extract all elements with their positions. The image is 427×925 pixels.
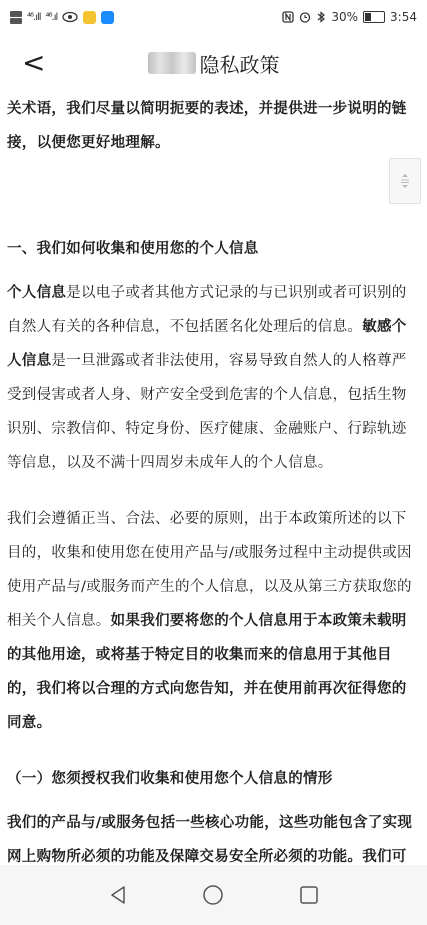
nav-home-button[interactable] (198, 880, 228, 910)
principles-text: 我们会遵循正当、合法、必要的原则，出于本政策所述的以下目的，收集和使用您在使用产品与/或服务过程中主动提供或因使用产品与/或服务而产生的个人信息，以及从第三方获取您的相关个人信息。 (7, 511, 412, 629)
eye-icon (62, 11, 78, 23)
sensitive-info-text: 是一旦泄露或者非法使用，容易导致自然人的人格尊严受到侵害或者人身、财产安全受到危害的个人信息，包括生物识别、宗教信仰、特定身份、医疗健康、金融账户、行踪轨迹等信息，以及不满十四周岁未成年人的个人信息。 (7, 353, 407, 471)
system-nav-bar (0, 865, 427, 925)
policy-content[interactable] (7, 92, 417, 865)
nav-back-button[interactable] (103, 880, 133, 910)
term-sensitive-info: 敏感个人信息 (7, 319, 407, 369)
clock: 3:54 (390, 10, 417, 24)
page-title: 隐私政策 (199, 52, 280, 77)
redacted-app-name (148, 52, 196, 74)
subsection-heading-authorization: （一）您须授权我们收集和使用您个人信息的情形 (7, 771, 333, 787)
nav-recents-button[interactable] (294, 880, 324, 910)
bluetooth-icon (316, 11, 326, 23)
paragraph-personal-info-definition (7, 276, 417, 480)
paragraph-principles (7, 502, 417, 740)
term-personal-info: 个人信息 (7, 285, 67, 301)
signal-strength-2: ⁴⁶.ıl (45, 11, 58, 23)
status-left (10, 11, 114, 24)
app-header (0, 34, 427, 92)
title-wrap (148, 49, 280, 78)
battery-percent: 30% (331, 10, 359, 24)
alarm-icon (299, 11, 311, 23)
circle-home-icon (202, 884, 224, 906)
paragraph-core-functions: 我们的产品与/或服务包括一些核心功能，这些功能包含了实现网上购物所必须的功能及保障交易安全所必须的功能。我们可 (7, 815, 413, 865)
triangle-back-icon (109, 885, 127, 905)
status-bar (0, 0, 427, 34)
weibo-app-icon (83, 11, 96, 24)
section-heading-collect-use: 一、我们如何收集和使用您的个人信息 (7, 241, 259, 257)
battery-icon (363, 11, 385, 23)
battery-fill (365, 13, 371, 21)
sim-cards-icon (10, 11, 22, 24)
paragraph-intro: 关术语，我们尽量以简明扼要的表述，并提供进一步说明的链接，以便您更好地理解。 (7, 101, 407, 151)
square-recents-icon (299, 885, 319, 905)
status-right (282, 10, 417, 24)
back-button[interactable]: < (22, 46, 46, 79)
signal-strength-1: ⁴⁶.ıll (27, 11, 41, 23)
app-notification-icon (101, 11, 114, 24)
nfc-icon (282, 11, 294, 23)
principles-bold-text: 如果我们要将您的个人信息用于本政策未载明的其他用途，或将基于特定目的收集而来的信息用于其他目的，我们将以合理的方式向您告知，并在使用前再次征得您的同意。 (7, 613, 407, 731)
personal-info-text: 是以电子或者其他方式记录的与已识别或者可识别的自然人有关的各种信息，不包括匿名化处理后的信息。 (7, 285, 407, 335)
